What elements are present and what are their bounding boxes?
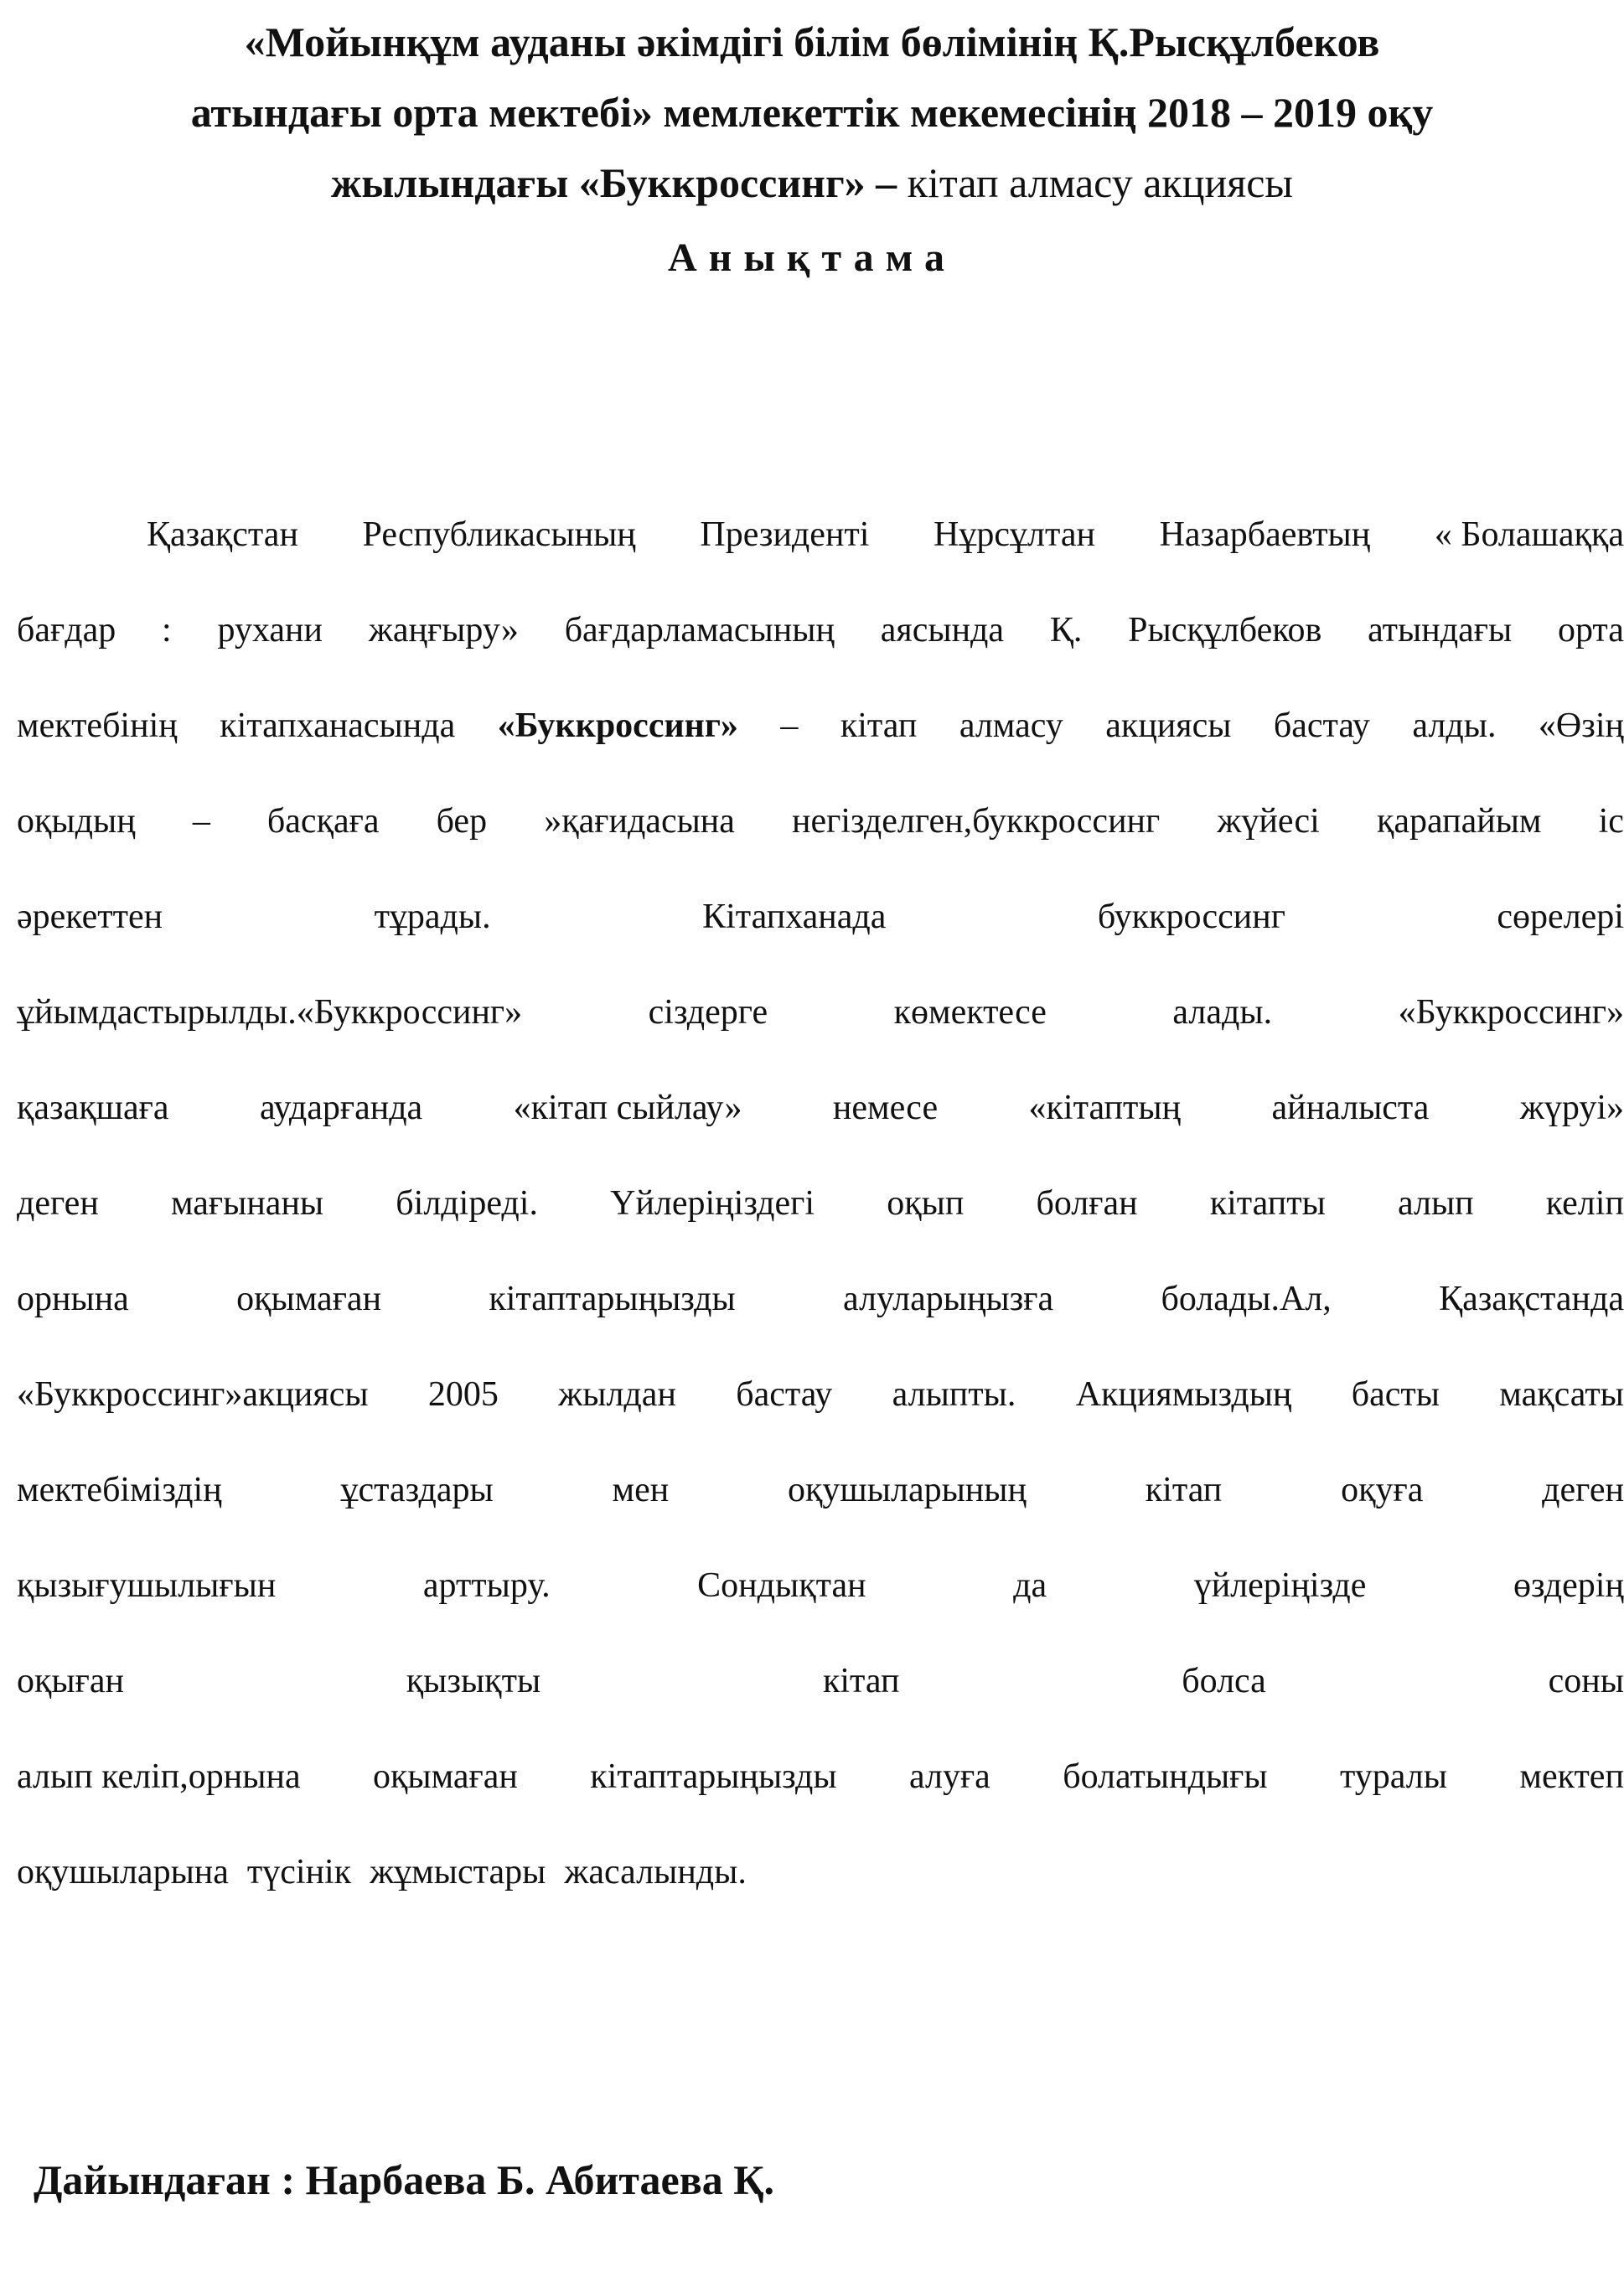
- body-word: оқымаған: [236, 1280, 382, 1318]
- body-word: :: [162, 611, 172, 649]
- body-word: Қазақстан: [147, 515, 298, 554]
- body-word: кітаптарыңызды: [489, 1280, 736, 1318]
- body-word: кітап: [1145, 1471, 1223, 1509]
- title-line-1: «Мойынқұм ауданы әкімдігі білім бөлімінің Қ.Рысқұлбеков: [244, 18, 1380, 65]
- body-word: кітап: [840, 706, 918, 745]
- body-word: бастау: [1273, 706, 1370, 745]
- body-line: [147, 511, 1624, 558]
- body-word: жүйесі: [1217, 802, 1320, 841]
- body-word: Рысқұлбеков: [1128, 611, 1322, 649]
- body-word: «Буккроссинг»: [497, 706, 738, 745]
- body-word: Нұрсұлтан: [934, 515, 1095, 554]
- body-word: оқуға: [1341, 1471, 1424, 1509]
- body-word: жұмыстары: [370, 1853, 546, 1891]
- body-word: орта: [1557, 611, 1624, 649]
- body-word: кітап: [822, 1662, 900, 1700]
- body-word: бағдар: [17, 611, 116, 649]
- title-line-2: атындағы орта мектебі» мемлекеттік мекемесінің 2018 – 2019 оқу: [190, 89, 1434, 136]
- body-word: негізделген,буккроссинг: [792, 802, 1161, 841]
- body-word: жүруі»: [1519, 1089, 1624, 1127]
- body-word: Қ.: [1049, 611, 1083, 649]
- body-line: [17, 1467, 1624, 1514]
- prepared-by-signature: Дайындаған : Нарбаева Б. Абитаева Қ.: [34, 2156, 774, 2203]
- body-word: сөрелері: [1497, 898, 1624, 936]
- body-word: басқаға: [266, 802, 380, 841]
- body-word: буккроссинг: [1097, 898, 1285, 936]
- body-line: [17, 1084, 1624, 1131]
- body-line: [17, 893, 1624, 940]
- body-word: ұйымдастырылды.«Буккроссинг»: [17, 993, 523, 1032]
- body-word: жылдан: [558, 1375, 676, 1414]
- body-word: Қазақстанда: [1439, 1280, 1624, 1318]
- body-word: сіздерге: [648, 993, 768, 1032]
- title-line-3-bold: жылындағы «Буккроссинг» –: [331, 159, 897, 206]
- body-word: көмектесе: [893, 993, 1047, 1032]
- body-word: кітапты: [1209, 1184, 1326, 1223]
- body-line: [17, 1658, 1624, 1705]
- body-word: алып келіп,орнына: [17, 1757, 301, 1796]
- body-word: болады.Ал,: [1161, 1280, 1332, 1318]
- body-word: мен: [612, 1471, 670, 1509]
- body-word: мектебіміздің: [17, 1471, 222, 1509]
- body-line: [17, 989, 1624, 1036]
- body-word: 2005: [427, 1375, 499, 1414]
- body-word: атындағы: [1368, 611, 1513, 649]
- body-word: деген: [1542, 1471, 1624, 1509]
- body-word: аударғанда: [259, 1089, 423, 1127]
- body-word: болған: [1036, 1184, 1138, 1223]
- body-line: [17, 1849, 1624, 1896]
- body-word: туралы: [1340, 1757, 1447, 1796]
- body-word: алды.: [1412, 706, 1497, 745]
- body-word: деген: [17, 1184, 99, 1223]
- body-word: акциясы: [1105, 706, 1232, 745]
- body-word: алуға: [908, 1757, 990, 1796]
- body-word: «кітаптың: [1028, 1089, 1182, 1127]
- body-word: айналыста: [1271, 1089, 1430, 1127]
- body-word: рухани: [217, 611, 323, 649]
- body-word: білдіреді.: [396, 1184, 538, 1223]
- body-word: Кітапханада: [702, 898, 887, 936]
- body-word: басты: [1351, 1375, 1440, 1414]
- body-word: алады.: [1172, 993, 1273, 1032]
- body-line: [17, 1276, 1624, 1322]
- body-word: »қағидасына: [544, 802, 735, 841]
- body-word: ұстаздары: [340, 1471, 494, 1509]
- body-word: Акциямыздың: [1075, 1375, 1292, 1414]
- body-word: немесе: [832, 1089, 939, 1127]
- body-word: алмасу: [959, 706, 1063, 745]
- body-word: жаңғыру»: [368, 611, 519, 649]
- body-word: аясында: [880, 611, 1005, 649]
- body-word: келіп: [1545, 1184, 1624, 1223]
- body-line: [17, 1753, 1624, 1800]
- body-word: Үйлеріңіздегі: [610, 1184, 815, 1223]
- body-word: қызығушылығын: [17, 1566, 277, 1605]
- body-word: қарапайым: [1376, 802, 1542, 841]
- body-word: « Болашаққа: [1434, 515, 1624, 554]
- body-word: болатындығы: [1063, 1757, 1268, 1796]
- body-word: іс: [1598, 802, 1624, 841]
- body-line: [17, 702, 1624, 749]
- body-word: да: [1013, 1566, 1047, 1605]
- body-word: әрекеттен: [17, 898, 163, 936]
- body-word: қазақшаға: [17, 1089, 169, 1127]
- body-word: оқыдың: [17, 802, 136, 841]
- body-word: оқыған: [17, 1662, 124, 1700]
- body-line: [17, 798, 1624, 845]
- body-word: қызықты: [406, 1662, 541, 1700]
- body-word: мектеп: [1519, 1757, 1624, 1796]
- body-word: бағдарламасының: [564, 611, 835, 649]
- body-line: [17, 607, 1624, 654]
- body-word: «Буккроссинг»акциясы: [17, 1375, 369, 1414]
- body-word: тұрады.: [374, 898, 491, 936]
- body-word: өздерің: [1513, 1566, 1624, 1605]
- body-word: «Өзің: [1538, 706, 1624, 745]
- body-word: кітапханасында: [220, 706, 456, 745]
- body-word: жасалынды.: [564, 1853, 747, 1891]
- body-word: түсінік: [246, 1853, 352, 1891]
- body-word: мектебінің: [17, 706, 178, 745]
- body-word: болса: [1182, 1662, 1266, 1700]
- body-word: мағынаны: [170, 1184, 324, 1223]
- body-word: «кітап сыйлау»: [513, 1089, 742, 1127]
- document-heading: Анықтама: [668, 235, 956, 280]
- body-word: соны: [1548, 1662, 1624, 1700]
- body-word: кітаптарыңызды: [590, 1757, 837, 1796]
- body-word: бастау: [736, 1375, 833, 1414]
- body-word: –: [780, 706, 799, 745]
- body-word: Сондықтан: [697, 1566, 866, 1605]
- body-word: оқушыларының: [788, 1471, 1027, 1509]
- body-word: алуларыңызға: [843, 1280, 1054, 1318]
- body-word: арттыру.: [422, 1566, 551, 1605]
- body-line: [17, 1371, 1624, 1418]
- body-word: мақсаты: [1499, 1375, 1624, 1414]
- title-line-3-normal: кітап алмасу акциясы: [907, 159, 1293, 206]
- body-word: бер: [436, 802, 488, 841]
- body-word: Президенті: [700, 515, 870, 554]
- body-word: алыпты.: [892, 1375, 1016, 1414]
- body-word: үйлеріңізде: [1193, 1566, 1367, 1605]
- body-word: Республикасының: [362, 515, 636, 554]
- body-word: алып: [1397, 1184, 1474, 1223]
- body-word: оқымаған: [372, 1757, 518, 1796]
- body-line: [17, 1180, 1624, 1227]
- body-line: [17, 1562, 1624, 1609]
- body-word: –: [192, 802, 210, 841]
- body-word: оқушыларына: [17, 1853, 229, 1891]
- body-word: орнына: [17, 1280, 129, 1318]
- body-word: «Буккроссинг»: [1398, 993, 1624, 1032]
- body-word: оқып: [887, 1184, 965, 1223]
- body-word: Назарбаевтың: [1159, 515, 1371, 554]
